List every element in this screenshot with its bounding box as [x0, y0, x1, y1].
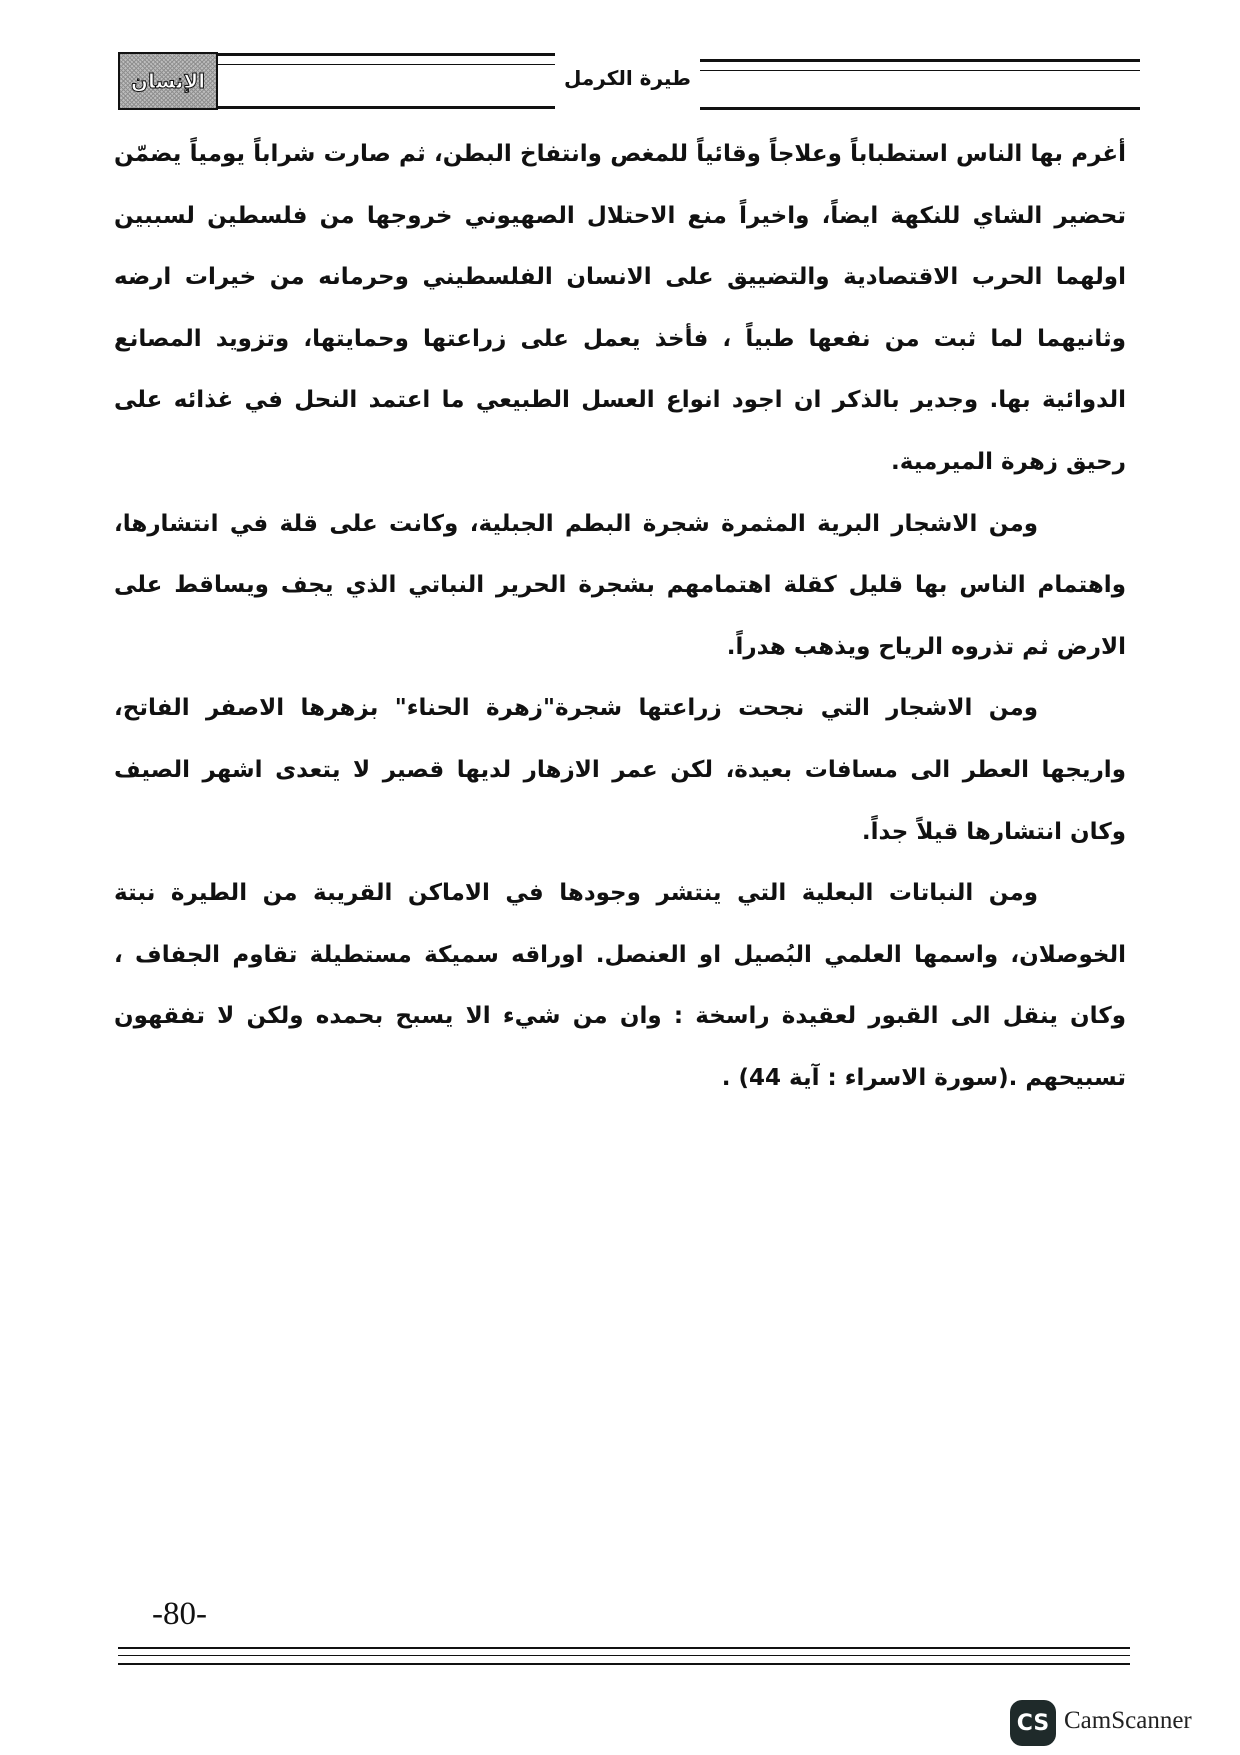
camscanner-logo-icon — [1010, 1700, 1056, 1746]
paragraph-3: ومن الاشجار التي نجحت زراعتها شجرة"زهرة الحناء" بزهرها الاصفر الفاتح، واريجها العطر الى مسافات بعيدة، لكن عمر الازهار لديها قصير لا يتعدى اشهر الصيف وكان انتشارها قيلاً جداً. — [114, 695, 1126, 845]
camscanner-watermark: CamScanner — [1064, 1707, 1192, 1734]
header-rule-right-top — [700, 59, 1140, 62]
camscanner-logo-text: CS — [1016, 1710, 1050, 1736]
paragraph-1: أغرم بها الناس استطباباً وعلاجاً وقائياً للمغص وانتفاخ البطن، ثم صارت شراباً يومياً يضمّن تحضير الشاي للنكهة ايضاً، واخيراً منع الاحتلال الصهيوني خروجها من فلسطين لسببين اولهما الحرب الاقتصادية والتضييق على الانسان الفلسطيني وحرمانه من خيرات ارضه وثانيهما لما ثبت من نفعها طبياً ، فأخذ يعمل على زراعتها وحمايتها، وتزويد المصانع الدوائية بها. وجدير بالذكر ان اجود انواع العسل الطبيعي ما اعتمد النحل في غذائه على رحيق زهرة الميرمية. — [114, 141, 1126, 475]
paragraph-2: ومن الاشجار البرية المثمرة شجرة البطم الجبلية، وكانت على قلة في انتشارها، واهتمام الناس بها قليل كقلة اهتمامهم بشجرة الحرير النباتي الذي يجف ويساقط على الارض ثم تذروه الرياح ويذهب هدراً. — [114, 510, 1126, 660]
header-rule-right-mid — [700, 70, 1140, 71]
footer-rule-mid — [118, 1655, 1130, 1656]
footer-rule-top — [118, 1647, 1130, 1649]
body-text — [114, 124, 1126, 1110]
section-badge-label: الإنسان — [130, 69, 206, 93]
book-title: طيرة الكرمل — [564, 66, 691, 90]
footer-rule-bottom — [118, 1663, 1130, 1665]
header-rule-right-bottom — [700, 107, 1140, 110]
page-number: -80- — [152, 1596, 207, 1632]
section-badge — [118, 52, 218, 110]
paragraph-4: ومن النباتات البعلية التي ينتشر وجودها في الاماكن القريبة من الطيرة نبتة الخوصلان، واسمها العلمي البُصيل او العنصل. اوراقه سميكة مستطيلة تقاوم الجفاف ، وكان ينقل الى القبور لعقيدة راسخة : وان من شيء الا يسبح بحمده ولكن لا تفقهون تسبيحهم .(سورة الاسراء : آية 44) . — [114, 880, 1126, 1091]
